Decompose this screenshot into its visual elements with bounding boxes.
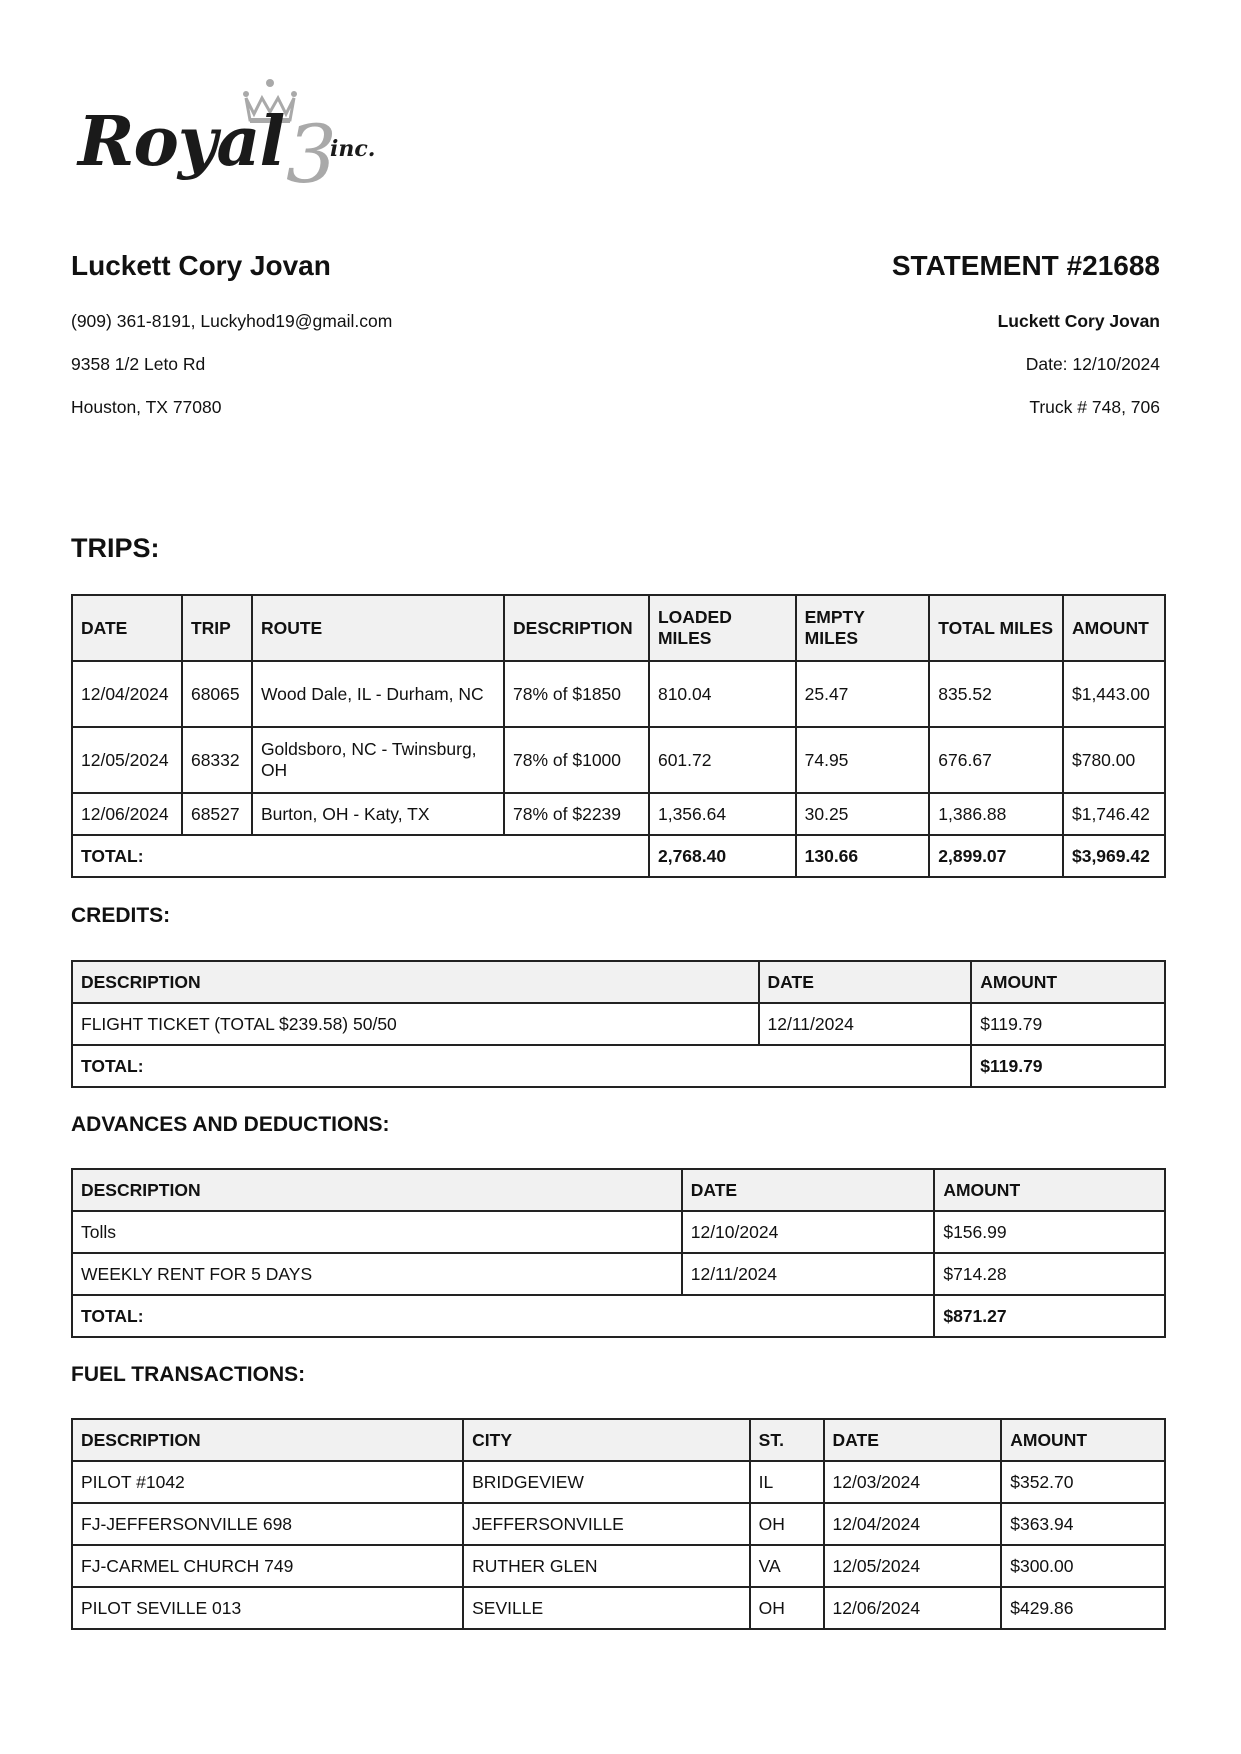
logo-wordmark: Royal — [78, 102, 285, 182]
cell-empty: 74.95 — [796, 727, 930, 793]
col-state: ST. — [750, 1419, 824, 1461]
trips-total-row — [72, 835, 1165, 877]
table-row — [72, 1587, 1165, 1629]
cell-date: 12/04/2024 — [72, 661, 182, 727]
col-date: DATE — [824, 1419, 1002, 1461]
cell-route: Wood Dale, IL - Durham, NC — [252, 661, 504, 727]
cell-amount: $429.86 — [1001, 1587, 1165, 1629]
cell-description: WEEKLY RENT FOR 5 DAYS — [72, 1253, 682, 1295]
cell-date: 12/06/2024 — [824, 1587, 1002, 1629]
cell-loaded: 810.04 — [649, 661, 796, 727]
col-date: DATE — [72, 595, 182, 661]
cell-date: 12/06/2024 — [72, 793, 182, 835]
cell-state: OH — [750, 1503, 824, 1545]
col-trip: TRIP — [182, 595, 252, 661]
cell-loaded: 601.72 — [649, 727, 796, 793]
cell-city: BRIDGEVIEW — [463, 1461, 750, 1503]
company-logo — [78, 78, 378, 201]
col-total-miles: TOTAL MILES — [929, 595, 1063, 661]
cell-route: Burton, OH - Katy, TX — [252, 793, 504, 835]
statement-title: STATEMENT #21688 — [891, 250, 1160, 281]
credits-total-row — [72, 1045, 1165, 1087]
table-row — [72, 1253, 1165, 1295]
table-row — [72, 1211, 1165, 1253]
table-row — [72, 727, 1165, 793]
statement-name: Luckett Cory Jovan — [997, 311, 1160, 331]
cell-amount: $300.00 — [1001, 1545, 1165, 1587]
cell-loaded: 1,356.64 — [649, 793, 796, 835]
cell-total: 835.52 — [929, 661, 1063, 727]
cell-date: 12/11/2024 — [759, 1003, 972, 1045]
col-amount: AMOUNT — [971, 961, 1165, 1003]
col-description: DESCRIPTION — [72, 1419, 463, 1461]
cell-date: 12/10/2024 — [682, 1211, 935, 1253]
table-row — [72, 793, 1165, 835]
cell-date: 12/05/2024 — [72, 727, 182, 793]
driver-name: Luckett Cory Jovan — [71, 250, 331, 281]
cell-date: 12/11/2024 — [682, 1253, 935, 1295]
cell-city: JEFFERSONVILLE — [463, 1503, 750, 1545]
table-row — [72, 1461, 1165, 1503]
total-amount: $119.79 — [971, 1045, 1165, 1087]
cell-state: IL — [750, 1461, 824, 1503]
cell-description: PILOT SEVILLE 013 — [72, 1587, 463, 1629]
cell-empty: 25.47 — [796, 661, 930, 727]
cell-amount: $352.70 — [1001, 1461, 1165, 1503]
cell-amount: $714.28 — [934, 1253, 1165, 1295]
col-amount: AMOUNT — [1063, 595, 1165, 661]
credits-heading: CREDITS: — [71, 904, 171, 927]
total-amount: $871.27 — [934, 1295, 1165, 1337]
cell-route: Goldsboro, NC - Twinsburg, OH — [252, 727, 504, 793]
logo-numeral: 3 — [286, 108, 337, 201]
col-route: ROUTE — [252, 595, 504, 661]
total-empty: 130.66 — [796, 835, 930, 877]
trips-table — [71, 594, 1166, 878]
cell-amount: $1,746.42 — [1063, 793, 1165, 835]
col-description: DESCRIPTION — [72, 961, 759, 1003]
total-loaded: 2,768.40 — [649, 835, 796, 877]
col-amount: AMOUNT — [1001, 1419, 1165, 1461]
cell-trip: 68332 — [182, 727, 252, 793]
total-label: TOTAL: — [72, 1045, 971, 1087]
statement-truck: Truck # 748, 706 — [1029, 397, 1160, 417]
statement-date: Date: 12/10/2024 — [1025, 354, 1160, 374]
advances-heading: ADVANCES AND DEDUCTIONS: — [71, 1113, 390, 1136]
cell-description: FJ-JEFFERSONVILLE 698 — [72, 1503, 463, 1545]
credits-header-row — [72, 961, 1165, 1003]
cell-amount: $1,443.00 — [1063, 661, 1165, 727]
credits-table — [71, 960, 1166, 1088]
cell-city: RUTHER GLEN — [463, 1545, 750, 1587]
table-row — [72, 1003, 1165, 1045]
driver-address-line1: 9358 1/2 Leto Rd — [71, 354, 206, 374]
cell-date: 12/04/2024 — [824, 1503, 1002, 1545]
table-row — [72, 1503, 1165, 1545]
cell-state: OH — [750, 1587, 824, 1629]
cell-amount: $156.99 — [934, 1211, 1165, 1253]
col-loaded-miles: LOADED MILES — [649, 595, 796, 661]
total-miles: 2,899.07 — [929, 835, 1063, 877]
advances-header-row — [72, 1169, 1165, 1211]
cell-date: 12/03/2024 — [824, 1461, 1002, 1503]
col-date: DATE — [759, 961, 972, 1003]
cell-amount: $363.94 — [1001, 1503, 1165, 1545]
cell-description: FLIGHT TICKET (TOTAL $239.58) 50/50 — [72, 1003, 759, 1045]
fuel-heading: FUEL TRANSACTIONS: — [71, 1363, 306, 1386]
table-row — [72, 661, 1165, 727]
cell-total: 676.67 — [929, 727, 1063, 793]
advances-total-row — [72, 1295, 1165, 1337]
col-city: CITY — [463, 1419, 750, 1461]
advances-table — [71, 1168, 1166, 1338]
col-amount: AMOUNT — [934, 1169, 1165, 1211]
cell-amount: $780.00 — [1063, 727, 1165, 793]
cell-description: 78% of $1850 — [504, 661, 649, 727]
col-description: DESCRIPTION — [504, 595, 649, 661]
cell-description: FJ-CARMEL CHURCH 749 — [72, 1545, 463, 1587]
trips-header-row — [72, 595, 1165, 661]
cell-description: Tolls — [72, 1211, 682, 1253]
fuel-header-row — [72, 1419, 1165, 1461]
cell-amount: $119.79 — [971, 1003, 1165, 1045]
fuel-table — [71, 1418, 1166, 1630]
col-description: DESCRIPTION — [72, 1169, 682, 1211]
col-empty-miles: EMPTY MILES — [796, 595, 930, 661]
total-label: TOTAL: — [72, 835, 649, 877]
total-amount: $3,969.42 — [1063, 835, 1165, 877]
cell-total: 1,386.88 — [929, 793, 1063, 835]
col-date: DATE — [682, 1169, 935, 1211]
cell-empty: 30.25 — [796, 793, 930, 835]
cell-trip: 68065 — [182, 661, 252, 727]
cell-date: 12/05/2024 — [824, 1545, 1002, 1587]
cell-description: PILOT #1042 — [72, 1461, 463, 1503]
cell-state: VA — [750, 1545, 824, 1587]
cell-description: 78% of $1000 — [504, 727, 649, 793]
logo-suffix: inc. — [330, 136, 376, 162]
total-label: TOTAL: — [72, 1295, 934, 1337]
driver-contact: (909) 361-8191, Luckyhod19@gmail.com — [71, 311, 393, 331]
trips-heading: TRIPS: — [71, 533, 160, 563]
cell-city: SEVILLE — [463, 1587, 750, 1629]
cell-trip: 68527 — [182, 793, 252, 835]
driver-address-line2: Houston, TX 77080 — [71, 397, 222, 417]
table-row — [72, 1545, 1165, 1587]
cell-description: 78% of $2239 — [504, 793, 649, 835]
